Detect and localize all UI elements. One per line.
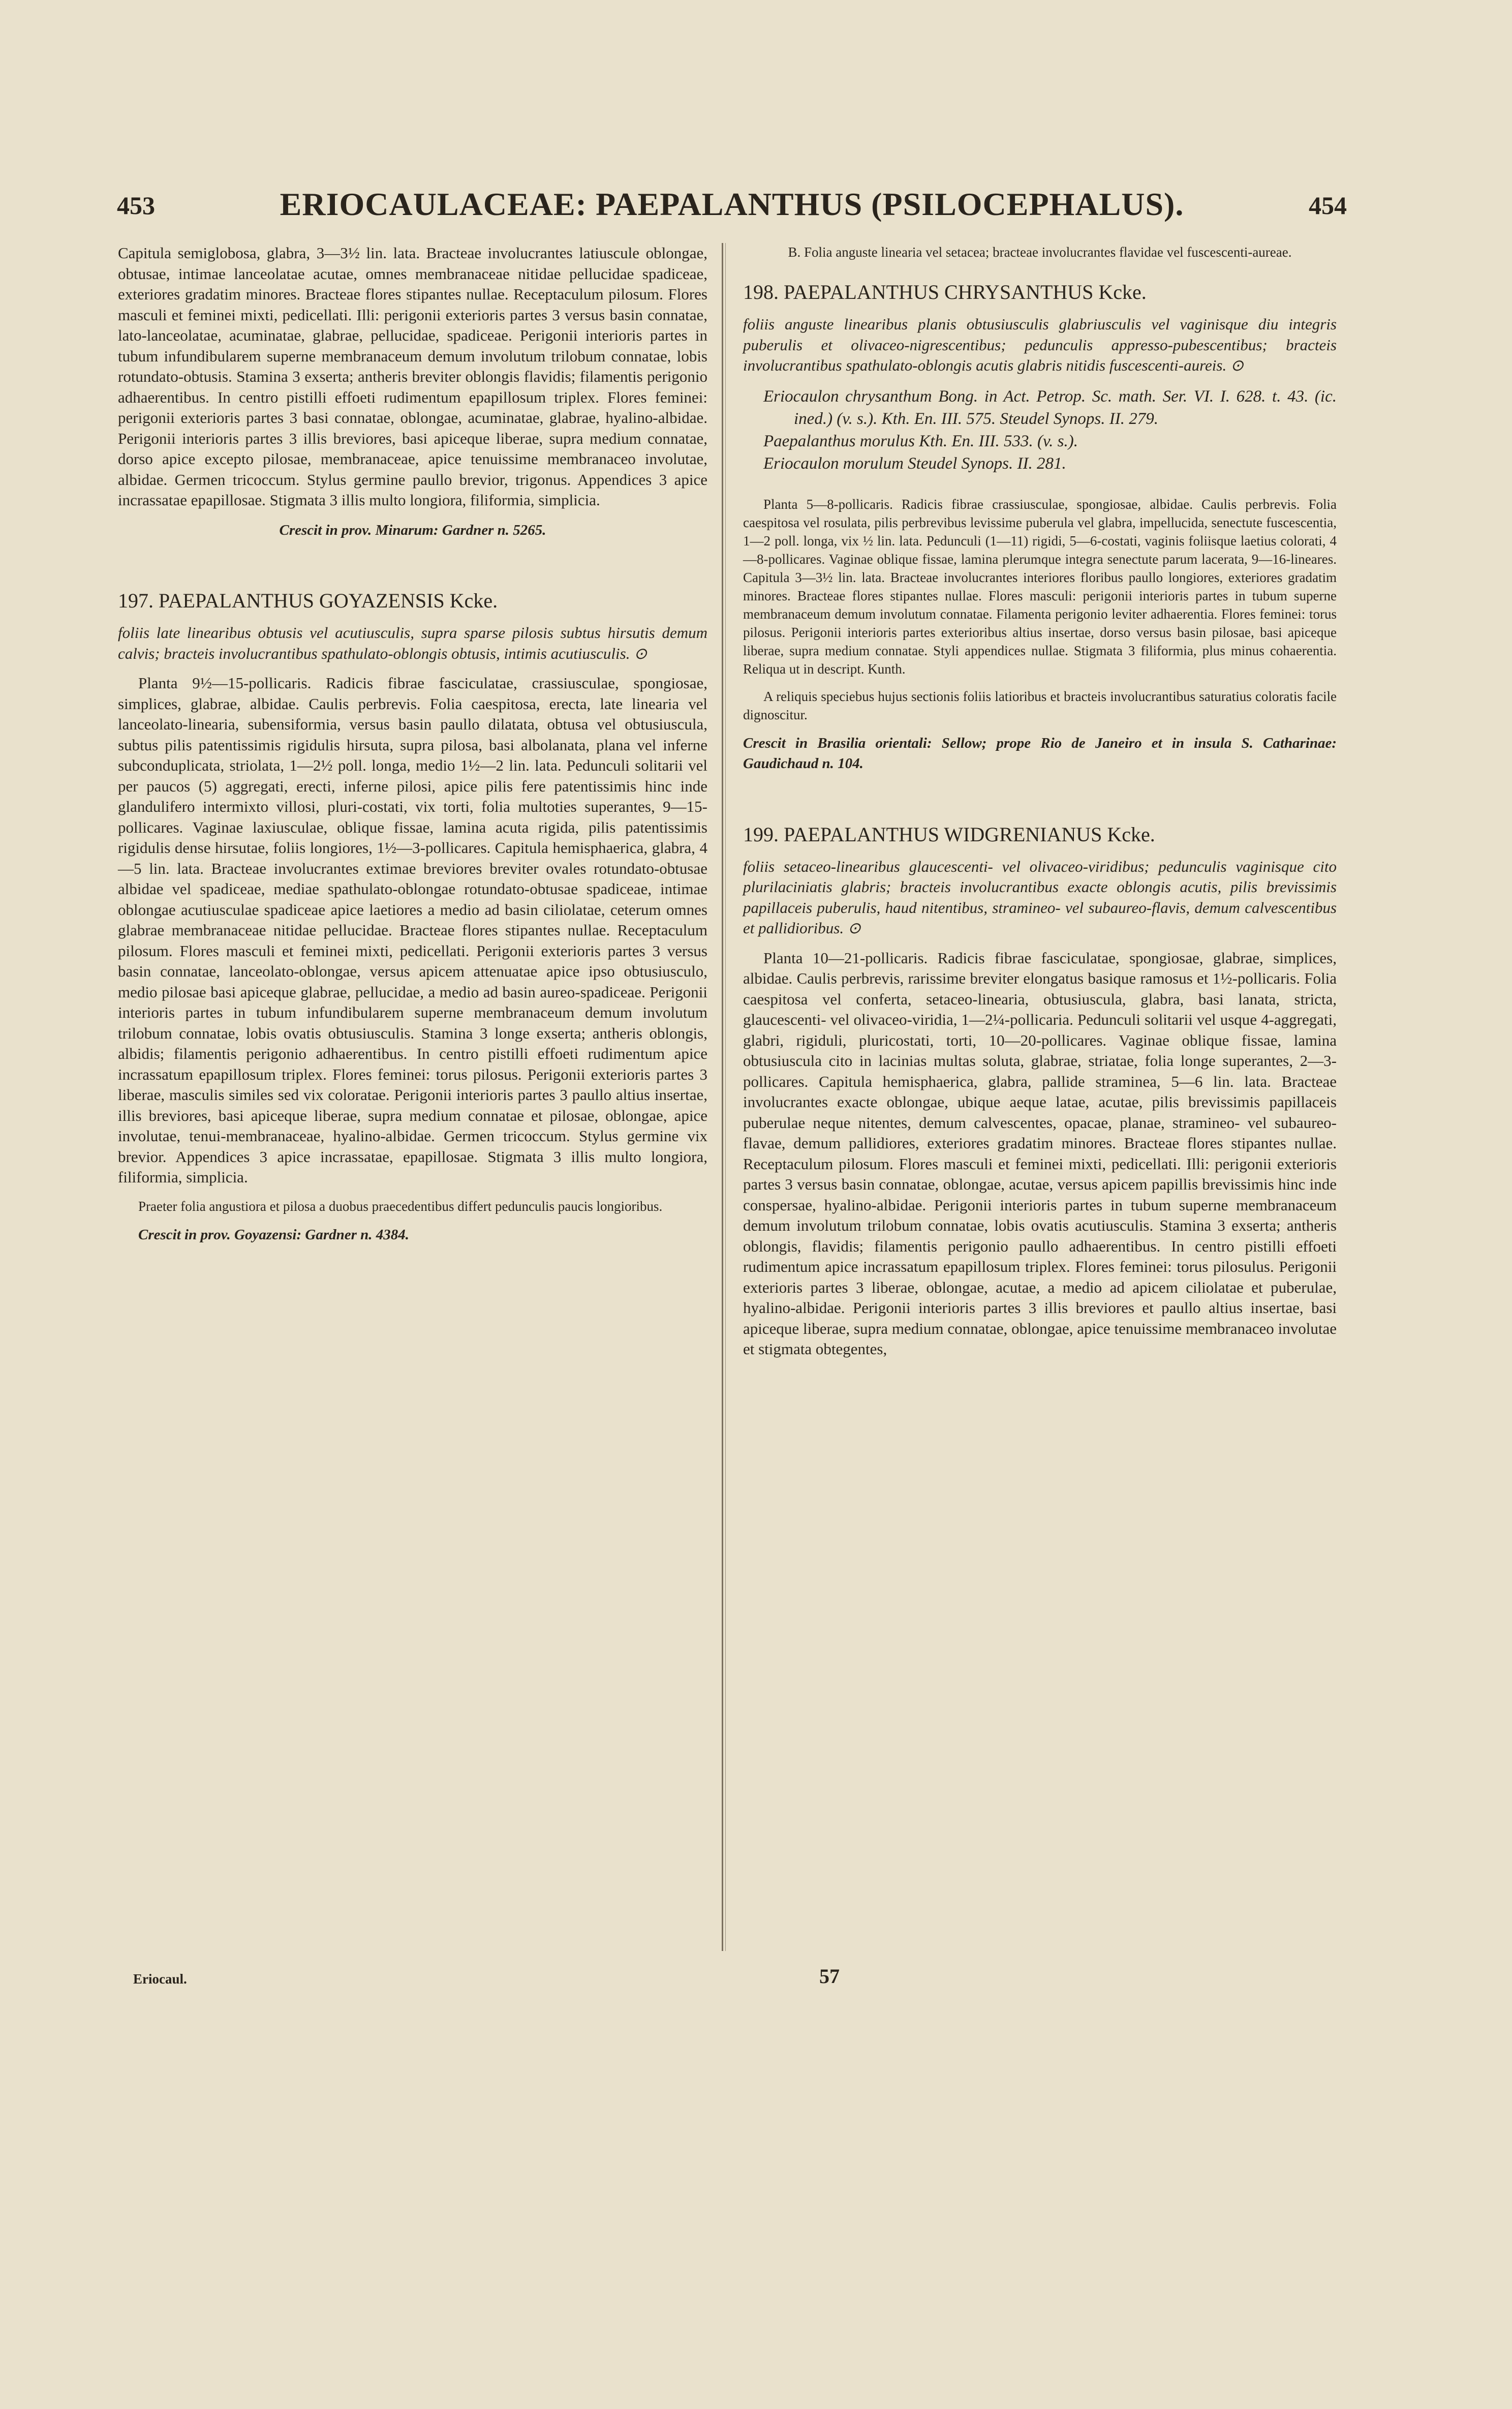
species-197-note: Praeter folia angustiora et pilosa a duobus praecedentibus differt pedunculis paucis longioribus. [138, 1198, 663, 1214]
species-197-locality: Crescit in prov. Goyazensi: Gardner n. 4384. [138, 1226, 410, 1243]
species-198-note: A reliquis speciebus hujus sectionis foliis latioribus et bracteis involucrantibus saturatius coloratis facile dignoscitur. [743, 688, 1337, 722]
species-198-diagnosis: foliis anguste linearibus planis obtusiusculis glabriusculis vel vaginisque diu integris puberulis et olivaceo-nigrescentibus; pedunculis appresso-pubescentibus; bracteis involucrantibus spathulato-oblongis acutis glabris nitidis fuscescenti-aureis. ⊙ [743, 315, 1337, 374]
species-196-description: Capitula semiglobosa, glabra, 3—3½ lin. lata. Bracteae involucrantes latiuscule oblongae, obtusae, intimae lanceolatae acutae, omnes membranaceae nitidae pellucidae spadiceae, exteriores gradatim minores. Bracteae flores stipantes nullae. Receptaculum pilosum. Flores masculi et feminei mixti, pedicellati. Illi: perigonii exterioris partes 3 versus basin connatae, lato-lanceolatae, acuminatae, glabrae, pellucidae, spadiceae. Perigonii interioris partes in tubum infundibularem superne membranaceum demum involutum trilobum connatae, lobis rotundato-obtusis. Stamina 3 exserta; antheris breviter oblongis flavidis; filamentis perigonio adhaerentibus. In centro pistilli effoeti rudimentum epapillosum triplex. Flores feminei: perigonii exterioris partes 3 basi connatae, oblongae, acuminatae, glabrae, hyalino-albidae. Perigonii interioris partes 3 illis breviores, basi apiceque liberae, supra medium connatae, dorso apice excepto pilosae, membranaceae, apice tenuissime membranaceo involutae, albidae. Germen tricoccum. Stylus germine paullo brevior, trigonus. Appendices 3 apice incrassatae epapillosae. Stigmata 3 illis multo longiora, filiformia, simplicia. [118, 244, 707, 509]
column-divider-thin [725, 243, 726, 1951]
page-header [117, 186, 1347, 226]
left-column [118, 243, 707, 1254]
footer-sheet-number: 57 [819, 1965, 840, 1988]
species-199-description: Planta 10—21-pollicaris. Radicis fibrae fasciculatae, spongiosae, glabrae, simplices, albidae. Caulis perbrevis, rarissime breviter elongatus basique ramosus et 1½-pollicaris. Folia caespitosa vel conferta, setaceo-linearia, obtusiuscula, glabra, basi lanata, stricta, glaucescenti- vel olivaceo-viridia, 1—2¼-pollicaria. Pedunculi solitarii vel usque 4-aggregati, glabri, rigiduli, pluricostati, torti, 10—20-pollicares. Vaginae oblique fissae, lamina obtusiuscula cito in lacinias multas soluta, glabrae, striatae, folia longe superantes, 2—3-pollicares. Capitula hemisphaerica, glabra, pallide straminea, 5—6 lin. lata. Bracteae involucrantes exacte oblongae, ubique aeque latae, acutae, pilis brevissimis papillaceis puberulae neque nitentes, demum calvescentes, opacae, planae, stramineo- vel subaureo-flavae, demum pallidiores, exteriores gradatim minores. Bracteae flores stipantes nullae. Receptaculum pilosum. Flores masculi et feminei mixti, pedicellati. Illi: perigonii exterioris partes 3 versus basin connatae, oblongae, acutae, versus apicem papillis brevissimis hinc inde conspersae, hyalino-albidae. Perigonii interioris partes in tubum superne membranaceum demum involutum trilobum connatae, lobis ovatis acutiusculis. Stamina 3 exserta; antheris oblongis, flavidis; filamentis perigonio paullo adhaerentibus. In centro pistilli effoeti rudimentum apice incrassatum epapillosum triplex. Flores feminei: torus pilosulus. Perigonii exterioris partes 3 liberae, oblongae, acutae, a medio ad apicem ciliolatae et puberulae, hyalino-albidae. Perigonii interioris partes 3 illis breviores et paullo altius insertae, basi apiceque liberae, supra medium connatae, oblongae, apice tenuissime membranaceo involutae et stigmata obtegentes, [743, 949, 1337, 1358]
synonym-3: Eriocaulon morulum Steudel Synops. II. 281. [763, 454, 1066, 473]
species-198-locality: Crescit in Brasilia orientali: Sellow; prope Rio de Janeiro et in insula S. Catharinae: Gaudichaud n. 104. [743, 735, 1337, 772]
species-198-heading: 198. PAEPALANTHUS CHRYSANTHUS Kcke. [743, 281, 1147, 303]
synonym-2: Paepalanthus morulus Kth. En. III. 533. (v. s.). [763, 432, 1078, 450]
section-b-heading: B. Folia anguste linearia vel setacea; bracteae involucrantes flavidae vel fuscescenti-aureae. [788, 245, 1292, 260]
species-196-locality: Crescit in prov. Minarum: Gardner n. 5265. [279, 522, 546, 538]
footer-signature: Eriocaul. [133, 1971, 187, 1987]
right-column [743, 243, 1337, 1369]
running-title: ERIOCAULACEAE: PAEPALANTHUS (PSILOCEPHALUS). [280, 186, 1184, 222]
page-number-left: 453 [117, 191, 155, 220]
column-divider [722, 243, 723, 1951]
page-number-right: 454 [1309, 191, 1347, 220]
species-198-description: Planta 5—8-pollicaris. Radicis fibrae crassiusculae, spongiosae, albidae. Caulis perbrevis. Folia caespitosa vel rosulata, pilis perbrevibus levissime puberula vel glabra, impellucida, senectute fuscescentia, 1—2 poll. longa, vix ½ lin. lata. Pedunculi (1—11) rigidi, 5—6-costati, vaginis foliisque laetius colorati, 4—8-pollicares. Vaginae oblique fissae, lamina plerumque integra senectute parum lacerata, 9—16-lineares. Capitula 3—3½ lin. lata. Bracteae involucrantes interiores floribus paullo longiores, exteriores gradatim minores. Bracteae flores stipantes nullae. Flores masculi: perigonii interioris partes in tubum superne membranaceum demum involutum connatae. Filamenta perigonio leviter adhaerentia. Flores feminei: torus pilosus. Perigonii interioris partes exterioribus altius insertae, dorso versus basin pilosae, basi apiceque liberae, supra medium connatae. Styli appendices nullae. Stigmata 3 filiformia, plus minus cohaerentia. Reliqua ut in descript. Kunth. [743, 496, 1337, 677]
species-199-diagnosis: foliis setaceo-linearibus glaucescenti- vel olivaceo-viridibus; pedunculis vaginisque cito plurilaciniatis glabris; bracteis involucrantibus exacte oblongis acutis, pilis brevissimis papillaceis puberulis, haud nitentibus, stramineo- vel subaureo-flavis, demum calvescentibus et pallidioribus. ⊙ [743, 857, 1337, 937]
species-197-heading: 197. PAEPALANTHUS GOYAZENSIS Kcke. [118, 589, 498, 612]
synonym-1: Eriocaulon chrysanthum Bong. in Act. Petrop. Sc. math. Ser. VI. I. 628. t. 43. (ic. ined.) (v. s.). Kth. En. III. 575. Steudel Synops. II. 279. [763, 387, 1337, 428]
species-197-diagnosis: foliis late linearibus obtusis vel acutiusculis, supra sparse pilosis subtus hirsutis demum calvis; bracteis involucrantibus spathulato-oblongis obtusis, intimis acutiusculis. ⊙ [118, 624, 707, 662]
species-197-description: Planta 9½—15-pollicaris. Radicis fibrae fasciculatae, crassiusculae, spongiosae, simplices, glabrae, albidae. Caulis perbrevis. Folia caespitosa, erecta, late linearia vel lanceolato-linearia, subensiformia, versus basin paullo dilatata, obtusa vel obtusiuscula, subtus pilis patentissimis rigidulis hirsuta, supra pilosa, basi albolanata, plana vel inferne subconduplicata, striolata, 1—2½ poll. longa, medio 1½—2 lin. lata. Pedunculi solitarii vel per paucos (5) aggregati, erecti, inferne pilosi, apice pilis fere patentissimis hinc inde glandulifero intermixto villosi, pluri-costati, vix torti, folia multoties superantes, 9—15-pollicares. Vaginae laxiusculae, oblique fissae, lamina acuta rigida, pilis patentissimis rigidulis dense hirsutae, foliis longiores, 1½—3-pollicares. Capitula hemisphaerica, glabra, 4—5 lin. lata. Bracteae involucrantes extimae breviores breviter ovales rotundato-obtusae albidae vel spadiceae, mediae spathulato-oblongae rotundato-obtusae spadiceae, intimae oblongae acutiusculae spadiceae apice laetiores a medio ad basin ciliolatae, ceterum omnes glabrae membranaceae nitidae pellucidae. Bracteae flores stipantes nullae. Receptaculum pilosum. Flores masculi et feminei mixti, pedicellati. Perigonii exterioris partes 3 versus basin connatae, lanceolato-oblongae, versus apicem attenuatae apice ipso obtusiusculo, medio pilosae basi apiceque glabrae, pellucidae, a medio ad basin aureo-spadiceae. Perigonii interioris partes in tubum infundibularem superne membranaceum demum involutum trilobum connatae, lobis ovatis obtusiusculis. Stamina 3 longe exserta; antheris oblongis, albidis; filamentis perigonio adhaerentibus. In centro pistilli effoeti rudimentum apice incrassatum epapillosum triplex. Flores feminei: torus pilosus. Perigonii exterioris partes 3 liberae, masculis similes sed vix coloratae. Perigonii interioris partes 3 paullo altius insertae, illis breviores, basi apiceque liberae, supra medium connatae et pilosae, oblongae, apice involutae, tenui-membranaceae, hyalino-albidae. Germen tricoccum. Stylus germine vix brevior. Appendices 3 apice incrassatae, epapillosae. Stigmata 3 illis multo longiora, filiformia, simplicia. [118, 674, 707, 1186]
species-199-heading: 199. PAEPALANTHUS WIDGRENIANUS Kcke. [743, 822, 1155, 846]
